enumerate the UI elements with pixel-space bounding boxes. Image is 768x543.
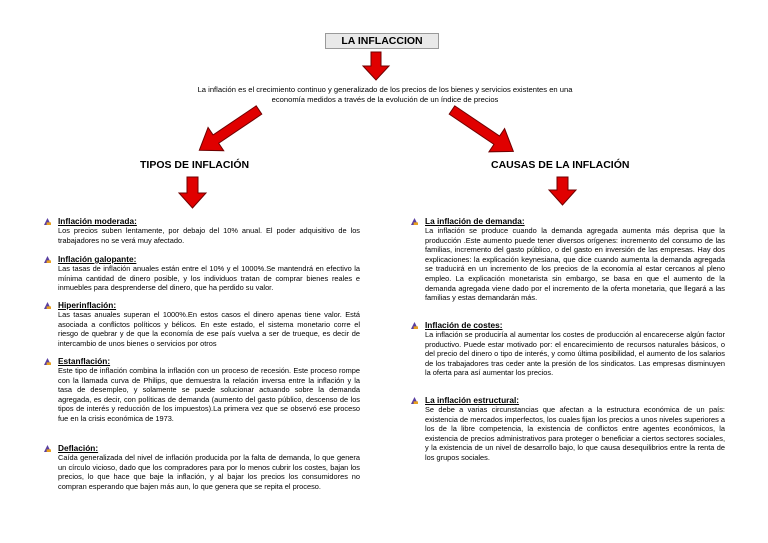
arrow-down-icon <box>549 177 576 205</box>
arrow-diagonal-left-icon <box>191 98 266 161</box>
arrow-down-icon <box>363 52 389 80</box>
bullet-icon <box>44 302 51 309</box>
arrow-diagonal-right-icon <box>444 98 521 163</box>
list-item <box>58 356 360 424</box>
item-title: Inflación moderada: <box>58 216 137 226</box>
item-title: La inflación estructural: <box>425 395 520 405</box>
item-title: Deflación: <box>58 443 99 453</box>
causes-heading: CAUSAS DE LA INFLACIÓN <box>491 159 630 171</box>
item-body: Se debe a varias circunstancias que afectan a la estructura económica de un país: existencia de mercados imperfectos, los cuales fijan los precios a unos niveles superiores a los de la libre competencia, la existencia de conflictos entre agentes económicos, la existencia de precios administrativos para proteger o beneficiar a ciertos sectores sociales, y la existencia de un nivel de desarrollo bajo, lo que causa desequilibrios entre la renta de los grupos sociales. <box>425 405 725 462</box>
bullet-icon <box>44 256 51 263</box>
item-title: Hiperinflación: <box>58 300 117 310</box>
item-title: La inflación de demanda: <box>425 216 525 226</box>
list-item <box>425 395 725 463</box>
item-title: Inflación galopante: <box>58 254 137 264</box>
item-title: Estanflación: <box>58 356 111 366</box>
item-title: Inflación de costes: <box>425 320 503 330</box>
inflation-definition: La inflación es el crecimiento continuo y generalizado de los precios de los bienes y servicios existentes en una economía medidos a través de la evolución de un índice de precios <box>197 85 573 104</box>
bullet-icon <box>411 218 418 225</box>
list-item <box>425 216 725 303</box>
list-item <box>58 443 360 491</box>
bullet-icon <box>44 358 51 365</box>
bullet-icon <box>411 397 418 404</box>
item-body: La inflación se produciría al aumentar los costes de producción al encarecerse algún factor productivo. Puede estar motivado por: el encarecimiento de recursos naturales básicos, o del precio del dinero o tipo de interés, y como última posibilidad, el aumento de los salarios de los trabajadores tras ceder ante la presión de los sindicatos. Las empresas disminuyen la oferta para así aumentar los precios. <box>425 330 725 378</box>
list-item <box>425 320 725 378</box>
bullet-icon <box>44 218 51 225</box>
item-body: La inflación se produce cuando la demanda agregada aumenta más deprisa que la producción .Este aumento puede tener diversos orígenes: incremento del consumo de las familias, incremento del gasto público, o del gasto en inversión de las empresas. Hay dos explicaciones: la explicación keynesiana, que dice cuando aumenta la demanda agregada se traducirá en un incremento de los precios de la economía al estar cercanos al pleno empleo. La explicación monetarista sin embargo, se basa en que el aumento de la demanda agregada viene dado por el incremento de la oferta monetaria, que llegará a las familias y estas demandarán más. <box>425 226 725 303</box>
list-item <box>58 216 360 245</box>
list-item <box>58 300 360 348</box>
item-body: Las tasas anuales superan el 1000%.En estos casos el dinero apenas tiene valor. Está asociada a conflictos políticos y bélicos. En este estado, el sistema monetario corre el riesgo de quebrar y de que la economía de ese país vuelva a ser de trueque, es decir de intercambio de unos bienes o servicios por otros <box>58 310 360 348</box>
list-item <box>58 254 360 293</box>
item-body: Este tipo de inflación combina la inflación con un proceso de recesión. Este proceso rompe con la llamada curva de Philips, que demuestra la relación inversa entre la inflación y la tasa de desempleo, y solamente se puede solucionar actuando sobre la demanda agregada, es decir, con políticas de demanda (aumento del gasto público, descenso de los tipos de interés y reducción de los impuestos).La primera vez que se observó ese proceso fue en la crisis económica de 1973. <box>58 366 360 423</box>
bullet-icon <box>411 322 418 329</box>
item-body: Las tasas de inflación anuales están entre el 10% y el 1000%.Se mantendrá en efectivo la mínima cantidad de dinero posible, y los individuos tratan de comprar bienes reales e inmuebles para desprenderse del dinero, que ha perdido su valor. <box>58 264 360 293</box>
item-body: Los precios suben lentamente, por debajo del 10% anual. El poder adquisitivo de los trabajadores no se verá muy afectado. <box>58 226 360 245</box>
page-title: LA INFLACCION <box>325 33 439 49</box>
arrow-down-icon <box>179 177 206 208</box>
bullet-icon <box>44 445 51 452</box>
types-heading: TIPOS DE INFLACIÓN <box>140 159 250 171</box>
item-body: Caída generalizada del nivel de inflación producida por la falta de demanda, lo que genera un círculo vicioso, dado que los compradores para por lo menos cubrir los costes, bajan los precios, lo que hace que baje la inflación, y al bajar los precios los consumidores no compran esperando que bajen más aun, lo que genera que se repita el proceso. <box>58 453 360 491</box>
